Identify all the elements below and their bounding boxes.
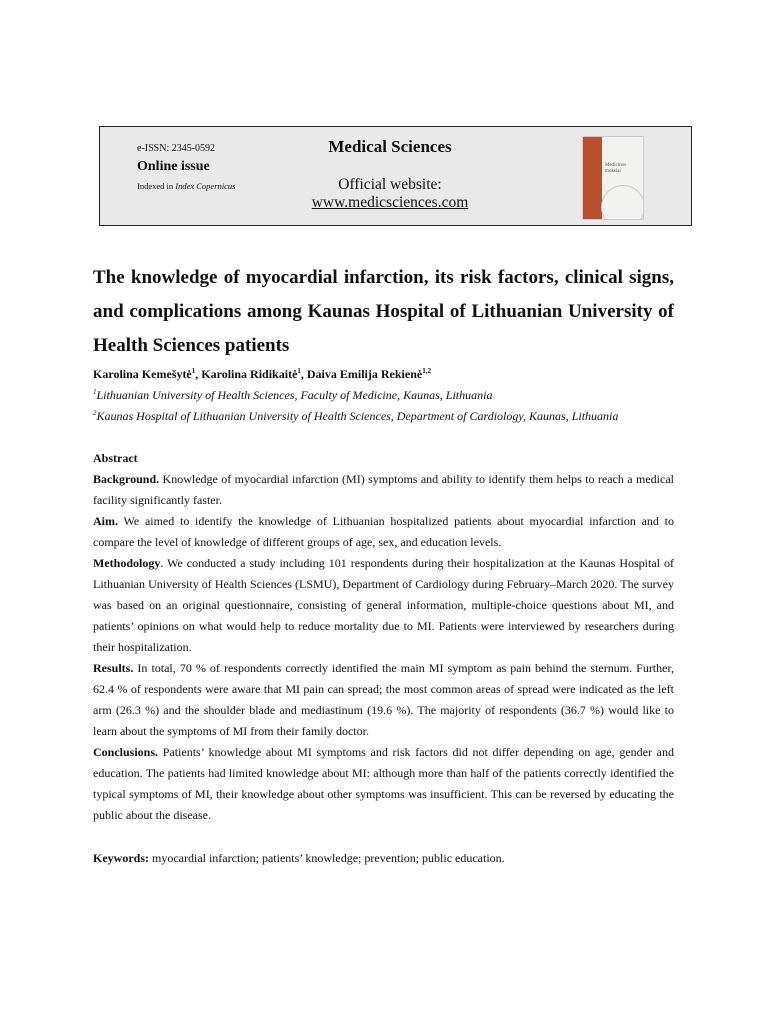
affiliation-text: Lithuanian University of Health Sciences, Faculty of Medicine, Kaunas, Lithuania	[96, 388, 493, 402]
abstract-background	[93, 469, 674, 511]
journal-name: Medical Sciences	[328, 137, 452, 156]
author-name: Karolina Ridikaitė	[201, 367, 298, 381]
abstract-body	[93, 469, 674, 826]
section-text: Knowledge of myocardial infarction (MI) symptoms and ability to identify them helps to reach a medical facility significantly faster.	[93, 472, 674, 507]
author-sup: 1	[297, 367, 301, 375]
affiliation-1	[93, 385, 674, 406]
abstract-methodology	[93, 553, 674, 658]
section-text: Patients’ knowledge about MI symptoms and risk factors did not differ depending on age, gender and education. The patients had limited knowledge about MI: although more than half of the patients correctly identified the typical symptoms of MI, their knowledge about other symptoms was insufficient. This can be reversed by educating the public about the disease.	[93, 745, 674, 822]
banner-center-block	[290, 136, 490, 212]
cover-title: Medicinos mokslai	[605, 163, 627, 174]
section-text: . We conducted a study including 101 respondents during their hospitalization at the Kaunas Hospital of Lithuanian University of Health Sciences (LSMU), Department of Cardiology during February–March 2020. The survey was based on an original questionnaire, consisting of general information, multiple-choice questions about MI, and patients’ opinions on what would help to reduce mortality due to MI. Patients were interviewed by researchers during their hospitalization.	[93, 556, 674, 654]
indexed-prefix: Indexed in	[137, 181, 176, 191]
keywords	[93, 848, 674, 869]
author-list: Karolina Kemešytė$^1$, Karolina Ridikaitė$^1$, Daiva Emilija Rekienė$^{1,2}$	[93, 367, 431, 381]
section-label: Conclusions.	[93, 745, 159, 759]
official-website-label: Official website:	[338, 176, 442, 193]
author-name: Karolina Kemešytė	[93, 367, 192, 381]
keywords-text: myocardial infarction; patients’ knowledge; prevention; public education.	[149, 851, 505, 865]
online-issue-label: Online issue	[137, 159, 210, 174]
abstract-aim	[93, 511, 674, 553]
section-label: Results.	[93, 661, 134, 675]
section-label: Methodology	[93, 556, 161, 570]
affiliation-sup: 1	[93, 388, 97, 396]
keywords-label: Keywords:	[93, 851, 149, 865]
section-label: Aim.	[93, 514, 118, 528]
journal-url-link[interactable]: www.medicsciences.com	[311, 194, 469, 211]
abstract-heading: Abstract	[93, 451, 138, 465]
section-text: In total, 70 % of respondents correctly identified the main MI symptom as pain behind the sternum. Further, 62.4 % of respondents were aware that MI pain can spread; the most common areas of spread were indicated as the left arm (26.3 %) and the shoulder blade and mediastinum (19.6 %). The majority of respondents (36.7 %) would like to learn about the symptoms of MI from their family doctor.	[93, 661, 674, 738]
indexed-name: Index Copernicus	[175, 181, 236, 191]
abstract-conclusions	[93, 742, 674, 826]
cover-arc-graphic	[601, 185, 644, 220]
paper-title: The knowledge of myocardial infarction, its risk factors, clinical signs, and complications among Kaunas Hospital of Lithuanian University of Health Sciences patients	[93, 267, 674, 356]
section-label: Background.	[93, 472, 160, 486]
author-sup: 1,2	[422, 367, 431, 375]
indexed-label	[137, 180, 235, 192]
abstract-results	[93, 658, 674, 742]
cover-spine	[583, 137, 602, 219]
banner-left-block	[137, 143, 235, 192]
journal-banner	[99, 126, 692, 226]
affiliation-text: Kaunas Hospital of Lithuanian University of Health Sciences, Department of Cardiology, Kaunas, Lithuania	[96, 409, 619, 423]
issn-label: e-ISSN: 2345-0592	[137, 143, 216, 154]
affiliation-2	[93, 406, 633, 427]
author-name: Daiva Emilija Rekienė	[306, 367, 423, 381]
affiliation-sup: 2	[93, 409, 97, 417]
section-text: We aimed to identify the knowledge of Lithuanian hospitalized patients about myocardial infarction and to compare the level of knowledge of different groups of age, sex, and education levels.	[93, 514, 674, 549]
author-sup: 1	[191, 367, 196, 375]
journal-cover-image	[582, 136, 644, 220]
